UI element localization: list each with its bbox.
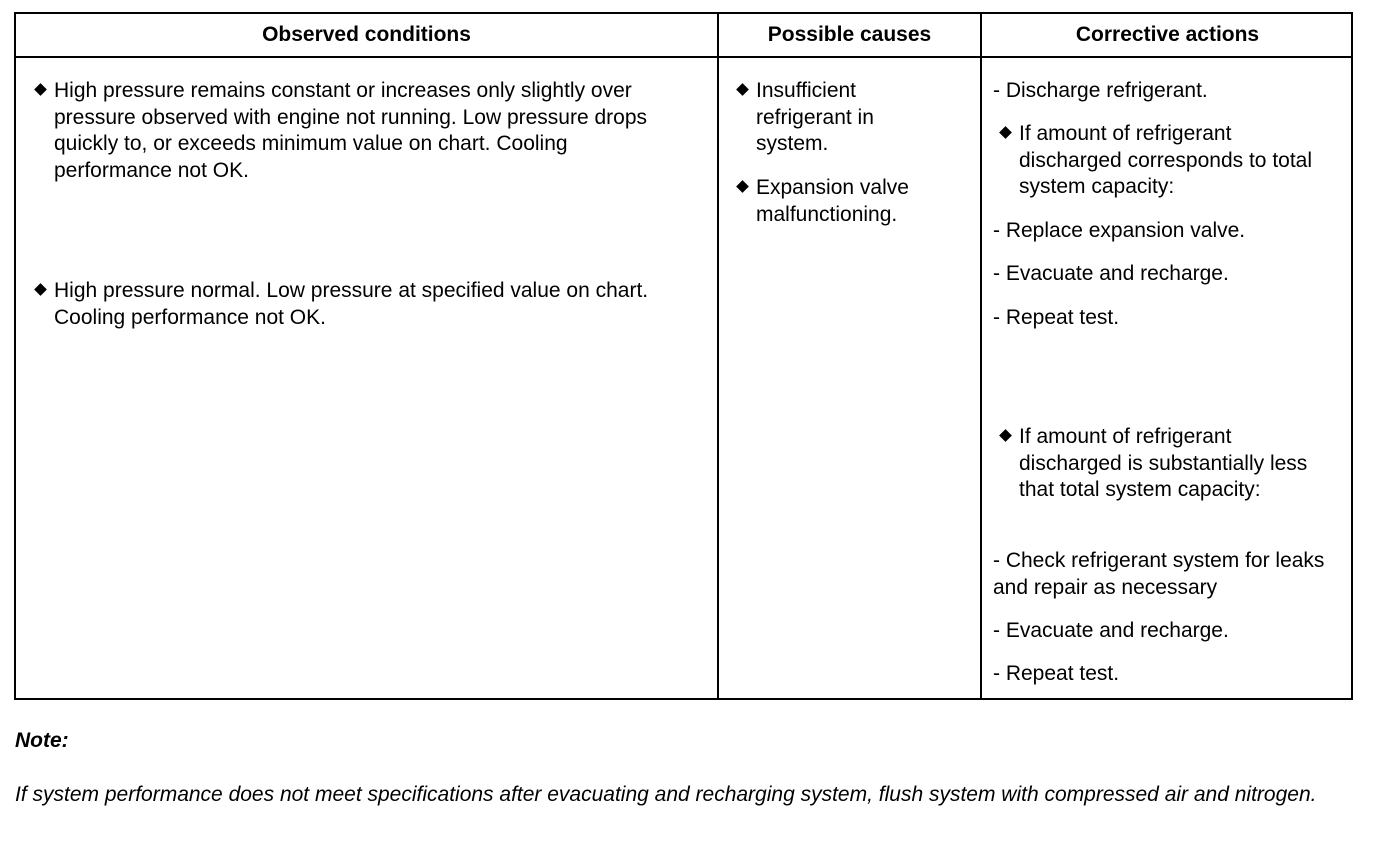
header-possible-causes: Possible causes: [767, 23, 932, 46]
diamond-bullet-icon: [734, 175, 756, 201]
cause-text: Expansion valve malfunctioning.: [756, 176, 909, 226]
header-corrective-actions: Corrective actions: [1075, 23, 1260, 46]
action-condition: [997, 121, 1317, 201]
column-divider: [717, 14, 719, 698]
observed-item: [32, 278, 682, 331]
action-step: - Replace expansion valve.: [993, 219, 1246, 242]
note-text: If system performance does not meet specifications after evacuating and recharging system, flush system with compressed air and nitrogen.: [15, 783, 1317, 806]
column-divider: [980, 14, 982, 698]
diamond-bullet-icon: [32, 78, 54, 104]
action-condition-text: If amount of refrigerant discharged is substantially less that total system capacity:: [1019, 425, 1308, 501]
action-step: - Evacuate and recharge.: [993, 262, 1229, 285]
note-label: Note:: [15, 729, 69, 752]
diamond-bullet-icon: [997, 424, 1019, 450]
action-step: - Check refrigerant system for leaks and repair as necessary: [993, 549, 1325, 599]
action-step: - Repeat test.: [993, 306, 1120, 329]
diagnosis-table: [14, 12, 1353, 700]
cause-text: Insufficient refrigerant in system.: [756, 79, 874, 155]
observed-text: High pressure remains constant or increases only slightly over pressure observed with engine not running. Low pressure drops quickly to, or exceeds minimum value on chart. Cooling performance not OK.: [54, 79, 648, 182]
cause-item: [734, 78, 934, 158]
action-step: - Evacuate and recharge.: [993, 619, 1229, 642]
diamond-bullet-icon: [734, 78, 756, 104]
action-step: - Discharge refrigerant.: [993, 79, 1208, 102]
diamond-bullet-icon: [997, 121, 1019, 147]
observed-item: [32, 78, 682, 184]
observed-text: High pressure normal. Low pressure at specified value on chart. Cooling performance not OK.: [54, 279, 649, 329]
action-condition-text: If amount of refrigerant discharged corresponds to total system capacity:: [1019, 122, 1313, 198]
action-condition: [997, 424, 1317, 504]
header-observed-conditions: Observed conditions: [262, 23, 471, 46]
cause-item: [734, 175, 934, 228]
action-step: - Repeat test.: [993, 662, 1120, 685]
diamond-bullet-icon: [32, 278, 54, 304]
